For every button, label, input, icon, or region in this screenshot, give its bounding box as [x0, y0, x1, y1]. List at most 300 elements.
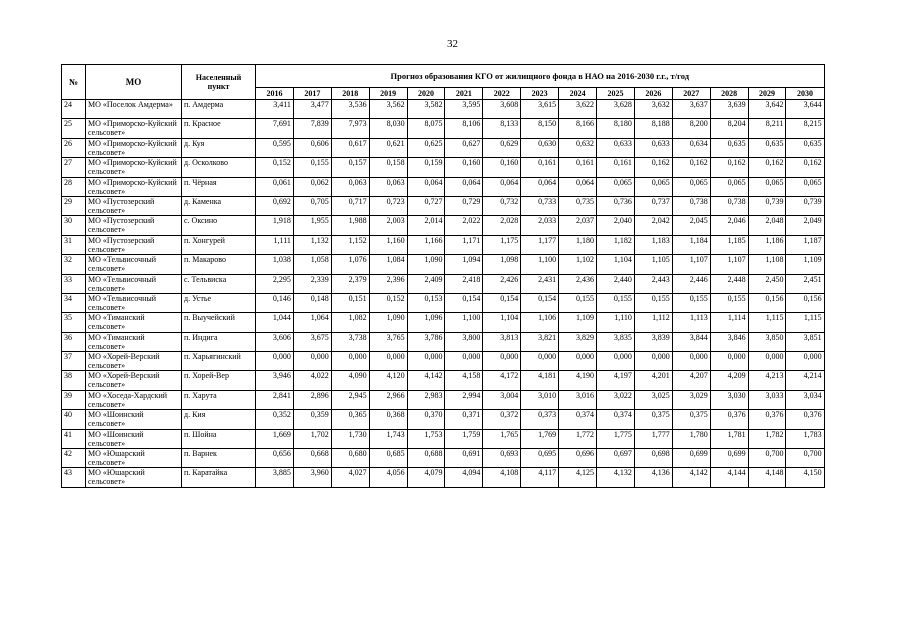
value-cell: 1,107	[672, 255, 710, 274]
value-cell: 0,063	[369, 177, 407, 196]
value-cell: 4,142	[672, 468, 710, 487]
value-cell: 1,988	[331, 216, 369, 235]
value-cell: 1,759	[445, 429, 483, 448]
value-cell: 0,627	[445, 138, 483, 157]
table-row	[62, 313, 825, 332]
value-cell: 8,200	[672, 119, 710, 138]
value-cell: 1,918	[256, 216, 294, 235]
value-cell: 0,156	[748, 293, 786, 312]
value-cell: 3,821	[521, 332, 559, 351]
value-cell: 3,644	[786, 100, 824, 119]
value-cell: 1,772	[559, 429, 597, 448]
value-cell: 3,675	[293, 332, 331, 351]
settlement-cell: п. Индига	[182, 332, 256, 351]
value-cell: 0,155	[293, 158, 331, 177]
value-cell: 4,132	[597, 468, 635, 487]
value-cell: 0,368	[369, 410, 407, 429]
value-cell: 0,156	[786, 293, 824, 312]
header-year-2024: 2024	[559, 88, 597, 100]
value-cell: 1,114	[710, 313, 748, 332]
value-cell: 3,960	[293, 468, 331, 487]
row-number: 31	[62, 235, 86, 254]
table-row	[62, 216, 825, 235]
value-cell: 0,656	[256, 449, 294, 468]
value-cell: 1,058	[293, 255, 331, 274]
settlement-cell: п. Варнек	[182, 449, 256, 468]
value-cell: 4,094	[445, 468, 483, 487]
value-cell: 0,155	[710, 293, 748, 312]
value-cell: 0,157	[331, 158, 369, 177]
value-cell: 2,966	[369, 390, 407, 409]
value-cell: 0,000	[634, 352, 672, 371]
value-cell: 4,190	[559, 371, 597, 390]
settlement-cell: д. Каменка	[182, 196, 256, 215]
value-cell: 3,642	[748, 100, 786, 119]
value-cell: 0,737	[634, 196, 672, 215]
municipality-cell: МО «Приморско-Куйский сельсовет»	[86, 119, 182, 138]
row-number: 29	[62, 196, 86, 215]
value-cell: 1,111	[256, 235, 294, 254]
value-cell: 1,115	[748, 313, 786, 332]
row-number: 30	[62, 216, 86, 235]
value-cell: 3,639	[710, 100, 748, 119]
value-cell: 4,207	[672, 371, 710, 390]
value-cell: 0,739	[786, 196, 824, 215]
value-cell: 1,090	[369, 313, 407, 332]
value-cell: 0,065	[786, 177, 824, 196]
value-cell: 3,786	[407, 332, 445, 351]
value-cell: 2,451	[786, 274, 824, 293]
value-cell: 0,161	[521, 158, 559, 177]
value-cell: 0,606	[293, 138, 331, 157]
row-number: 26	[62, 138, 86, 157]
table-row	[62, 177, 825, 196]
value-cell: 3,595	[445, 100, 483, 119]
value-cell: 4,201	[634, 371, 672, 390]
municipality-cell: МО «Хоседа-Хардский сельсовет»	[86, 390, 182, 409]
value-cell: 0,370	[407, 410, 445, 429]
header-year-2016: 2016	[256, 88, 294, 100]
header-year-2021: 2021	[445, 88, 483, 100]
table-row	[62, 371, 825, 390]
value-cell: 0,064	[483, 177, 521, 196]
value-cell: 1,180	[559, 235, 597, 254]
value-cell: 3,846	[710, 332, 748, 351]
value-cell: 1,100	[445, 313, 483, 332]
value-cell: 1,106	[521, 313, 559, 332]
value-cell: 8,180	[597, 119, 635, 138]
value-cell: 2,436	[559, 274, 597, 293]
header-year-2028: 2028	[710, 88, 748, 100]
value-cell: 2,450	[748, 274, 786, 293]
value-cell: 4,117	[521, 468, 559, 487]
value-cell: 0,632	[559, 138, 597, 157]
value-cell: 3,738	[331, 332, 369, 351]
value-cell: 1,109	[786, 255, 824, 274]
header-settlement: Населенный пункт	[182, 65, 256, 100]
value-cell: 0,699	[672, 449, 710, 468]
value-cell: 4,172	[483, 371, 521, 390]
value-cell: 2,040	[597, 216, 635, 235]
value-cell: 0,371	[445, 410, 483, 429]
value-cell: 3,034	[786, 390, 824, 409]
value-cell: 2,426	[483, 274, 521, 293]
value-cell: 0,064	[445, 177, 483, 196]
value-cell: 2,046	[710, 216, 748, 235]
value-cell: 0,735	[559, 196, 597, 215]
value-cell: 4,056	[369, 468, 407, 487]
settlement-cell: п. Харьягинский	[182, 352, 256, 371]
value-cell: 1,090	[407, 255, 445, 274]
value-cell: 0,146	[256, 293, 294, 312]
settlement-cell: п. Хонгурей	[182, 235, 256, 254]
value-cell: 0,372	[483, 410, 521, 429]
table-row	[62, 332, 825, 351]
value-cell: 4,108	[483, 468, 521, 487]
header-year-2030: 2030	[786, 88, 824, 100]
value-cell: 3,628	[597, 100, 635, 119]
table-row	[62, 293, 825, 312]
settlement-cell: п. Амдерма	[182, 100, 256, 119]
settlement-cell: п. Красное	[182, 119, 256, 138]
header-year-2025: 2025	[597, 88, 635, 100]
value-cell: 4,027	[331, 468, 369, 487]
table-row	[62, 255, 825, 274]
value-cell: 2,440	[597, 274, 635, 293]
value-cell: 3,477	[293, 100, 331, 119]
value-cell: 2,028	[483, 216, 521, 235]
value-cell: 0,152	[369, 293, 407, 312]
value-cell: 0,634	[672, 138, 710, 157]
value-cell: 1,183	[634, 235, 672, 254]
value-cell: 1,702	[293, 429, 331, 448]
value-cell: 0,693	[483, 449, 521, 468]
municipality-cell: МО «Юшарский сельсовет»	[86, 468, 182, 487]
value-cell: 0,617	[331, 138, 369, 157]
value-cell: 1,777	[634, 429, 672, 448]
value-cell: 1,102	[559, 255, 597, 274]
header-year-2023: 2023	[521, 88, 559, 100]
value-cell: 0,691	[445, 449, 483, 468]
row-number: 42	[62, 449, 86, 468]
value-cell: 3,033	[748, 390, 786, 409]
municipality-cell: МО «Шоинский сельсовет»	[86, 410, 182, 429]
value-cell: 0,635	[748, 138, 786, 157]
value-cell: 1,955	[293, 216, 331, 235]
value-cell: 0,000	[256, 352, 294, 371]
value-cell: 1,082	[331, 313, 369, 332]
value-cell: 0,732	[483, 196, 521, 215]
value-cell: 4,120	[369, 371, 407, 390]
value-cell: 0,000	[672, 352, 710, 371]
value-cell: 0,352	[256, 410, 294, 429]
value-cell: 0,161	[597, 158, 635, 177]
value-cell: 1,132	[293, 235, 331, 254]
value-cell: 3,946	[256, 371, 294, 390]
value-cell: 1,765	[483, 429, 521, 448]
value-cell: 1,781	[710, 429, 748, 448]
value-cell: 3,562	[369, 100, 407, 119]
municipality-cell: МО «Поселок Амдерма»	[86, 100, 182, 119]
value-cell: 0,000	[407, 352, 445, 371]
value-cell: 1,769	[521, 429, 559, 448]
value-cell: 0,635	[710, 138, 748, 157]
value-cell: 8,133	[483, 119, 521, 138]
value-cell: 0,685	[369, 449, 407, 468]
value-cell: 2,443	[634, 274, 672, 293]
value-cell: 1,175	[483, 235, 521, 254]
value-cell: 8,215	[786, 119, 824, 138]
value-cell: 0,000	[331, 352, 369, 371]
header-year-2020: 2020	[407, 88, 445, 100]
municipality-cell: МО «Тиманский сельсовет»	[86, 332, 182, 351]
value-cell: 0,700	[786, 449, 824, 468]
municipality-cell: МО «Тельвисочный сельсовет»	[86, 274, 182, 293]
value-cell: 1,782	[748, 429, 786, 448]
value-cell: 1,096	[407, 313, 445, 332]
value-cell: 0,000	[483, 352, 521, 371]
row-number: 34	[62, 293, 86, 312]
value-cell: 1,044	[256, 313, 294, 332]
value-cell: 0,633	[597, 138, 635, 157]
value-cell: 0,160	[445, 158, 483, 177]
settlement-cell: п. Макарово	[182, 255, 256, 274]
value-cell: 2,022	[445, 216, 483, 235]
value-cell: 4,079	[407, 468, 445, 487]
municipality-cell: МО «Приморско-Куйский сельсовет»	[86, 158, 182, 177]
value-cell: 0,062	[293, 177, 331, 196]
settlement-cell: с. Оксино	[182, 216, 256, 235]
value-cell: 0,376	[786, 410, 824, 429]
value-cell: 8,030	[369, 119, 407, 138]
value-cell: 0,160	[483, 158, 521, 177]
table-row	[62, 352, 825, 371]
settlement-cell: п. Шойна	[182, 429, 256, 448]
municipality-cell: МО «Приморско-Куйский сельсовет»	[86, 138, 182, 157]
header-year-2018: 2018	[331, 88, 369, 100]
value-cell: 4,136	[634, 468, 672, 487]
row-number: 24	[62, 100, 86, 119]
value-cell: 1,182	[597, 235, 635, 254]
municipality-cell: МО «Тиманский сельсовет»	[86, 313, 182, 332]
settlement-cell: п. Чёрная	[182, 177, 256, 196]
value-cell: 3,004	[483, 390, 521, 409]
value-cell: 1,038	[256, 255, 294, 274]
value-cell: 0,635	[786, 138, 824, 157]
value-cell: 1,775	[597, 429, 635, 448]
value-cell: 1,064	[293, 313, 331, 332]
value-cell: 2,983	[407, 390, 445, 409]
value-cell: 3,025	[634, 390, 672, 409]
value-cell: 3,536	[331, 100, 369, 119]
value-cell: 1,108	[748, 255, 786, 274]
value-cell: 0,162	[672, 158, 710, 177]
value-cell: 0,374	[597, 410, 635, 429]
municipality-cell: МО «Пустозерский сельсовет»	[86, 196, 182, 215]
value-cell: 2,045	[672, 216, 710, 235]
value-cell: 1,094	[445, 255, 483, 274]
value-cell: 1,115	[786, 313, 824, 332]
value-cell: 1,730	[331, 429, 369, 448]
value-cell: 0,700	[748, 449, 786, 468]
value-cell: 1,112	[634, 313, 672, 332]
value-cell: 0,633	[634, 138, 672, 157]
value-cell: 4,181	[521, 371, 559, 390]
table-row	[62, 138, 825, 157]
value-cell: 0,621	[369, 138, 407, 157]
value-cell: 3,582	[407, 100, 445, 119]
settlement-cell: д. Устье	[182, 293, 256, 312]
settlement-cell: п. Хорей-Вер	[182, 371, 256, 390]
value-cell: 0,699	[710, 449, 748, 468]
value-cell: 1,669	[256, 429, 294, 448]
header-number: №	[62, 65, 86, 100]
value-cell: 7,839	[293, 119, 331, 138]
settlement-cell: д. Кия	[182, 410, 256, 429]
value-cell: 0,154	[445, 293, 483, 312]
table-row	[62, 158, 825, 177]
value-cell: 1,100	[521, 255, 559, 274]
row-number: 36	[62, 332, 86, 351]
value-cell: 4,213	[748, 371, 786, 390]
table-row	[62, 429, 825, 448]
row-number: 41	[62, 429, 86, 448]
value-cell: 0,680	[331, 449, 369, 468]
value-cell: 0,733	[521, 196, 559, 215]
value-cell: 1,166	[407, 235, 445, 254]
value-cell: 0,374	[559, 410, 597, 429]
value-cell: 0,000	[521, 352, 559, 371]
value-cell: 0,738	[672, 196, 710, 215]
value-cell: 1,107	[710, 255, 748, 274]
settlement-cell: п. Каратайка	[182, 468, 256, 487]
value-cell: 8,211	[748, 119, 786, 138]
value-cell: 0,000	[369, 352, 407, 371]
value-cell: 0,155	[634, 293, 672, 312]
header-municipality: МО	[86, 65, 182, 100]
municipality-cell: МО «Шоинский сельсовет»	[86, 429, 182, 448]
header-year-2019: 2019	[369, 88, 407, 100]
value-cell: 2,379	[331, 274, 369, 293]
value-cell: 0,723	[369, 196, 407, 215]
value-cell: 8,075	[407, 119, 445, 138]
value-cell: 8,150	[521, 119, 559, 138]
value-cell: 3,030	[710, 390, 748, 409]
row-number: 27	[62, 158, 86, 177]
value-cell: 0,063	[331, 177, 369, 196]
value-cell: 0,152	[256, 158, 294, 177]
value-cell: 0,000	[293, 352, 331, 371]
value-cell: 0,359	[293, 410, 331, 429]
row-number: 40	[62, 410, 86, 429]
value-cell: 1,104	[597, 255, 635, 274]
value-cell: 0,688	[407, 449, 445, 468]
value-cell: 1,171	[445, 235, 483, 254]
page-number: 32	[447, 38, 458, 50]
value-cell: 0,064	[407, 177, 445, 196]
value-cell: 0,162	[748, 158, 786, 177]
value-cell: 2,049	[786, 216, 824, 235]
row-number: 25	[62, 119, 86, 138]
value-cell: 8,204	[710, 119, 748, 138]
value-cell: 4,197	[597, 371, 635, 390]
value-cell: 1,160	[369, 235, 407, 254]
value-cell: 2,446	[672, 274, 710, 293]
row-number: 28	[62, 177, 86, 196]
value-cell: 0,000	[597, 352, 635, 371]
municipality-cell: МО «Хорей-Верский сельсовет»	[86, 371, 182, 390]
value-cell: 0,065	[672, 177, 710, 196]
value-cell: 0,668	[293, 449, 331, 468]
value-cell: 2,295	[256, 274, 294, 293]
value-cell: 0,727	[407, 196, 445, 215]
table-row	[62, 468, 825, 487]
value-cell: 3,606	[256, 332, 294, 351]
value-cell: 1,076	[331, 255, 369, 274]
table-body	[62, 100, 825, 488]
value-cell: 1,113	[672, 313, 710, 332]
value-cell: 0,376	[710, 410, 748, 429]
value-cell: 0,155	[597, 293, 635, 312]
header-forecast-title: Прогноз образования КГО от жилищного фонда в НАО на 2016-2030 г.г., т/год	[256, 65, 825, 88]
value-cell: 0,158	[369, 158, 407, 177]
value-cell: 0,365	[331, 410, 369, 429]
municipality-cell: МО «Пустозерский сельсовет»	[86, 216, 182, 235]
header-year-2027: 2027	[672, 88, 710, 100]
value-cell: 0,736	[597, 196, 635, 215]
value-cell: 0,692	[256, 196, 294, 215]
settlement-cell: д. Куя	[182, 138, 256, 157]
value-cell: 1,743	[369, 429, 407, 448]
value-cell: 0,061	[256, 177, 294, 196]
value-cell: 3,637	[672, 100, 710, 119]
value-cell: 8,166	[559, 119, 597, 138]
value-cell: 0,739	[748, 196, 786, 215]
value-cell: 0,375	[634, 410, 672, 429]
value-cell: 0,154	[483, 293, 521, 312]
municipality-cell: МО «Хорей-Верский сельсовет»	[86, 352, 182, 371]
value-cell: 0,697	[597, 449, 635, 468]
value-cell: 0,065	[748, 177, 786, 196]
settlement-cell: с. Тельвиска	[182, 274, 256, 293]
value-cell: 2,418	[445, 274, 483, 293]
value-cell: 0,153	[407, 293, 445, 312]
value-cell: 2,448	[710, 274, 748, 293]
value-cell: 1,187	[786, 235, 824, 254]
municipality-cell: МО «Тельвисочный сельсовет»	[86, 255, 182, 274]
value-cell: 4,158	[445, 371, 483, 390]
value-cell: 0,151	[331, 293, 369, 312]
value-cell: 0,154	[521, 293, 559, 312]
value-cell: 3,608	[483, 100, 521, 119]
value-cell: 3,800	[445, 332, 483, 351]
table-row	[62, 100, 825, 119]
row-number: 33	[62, 274, 86, 293]
table-header	[62, 65, 825, 100]
table-row	[62, 196, 825, 215]
value-cell: 0,148	[293, 293, 331, 312]
table-row	[62, 235, 825, 254]
row-number: 38	[62, 371, 86, 390]
settlement-cell: п. Харута	[182, 390, 256, 409]
value-cell: 7,691	[256, 119, 294, 138]
row-number: 35	[62, 313, 86, 332]
header-year-2029: 2029	[748, 88, 786, 100]
value-cell: 4,142	[407, 371, 445, 390]
value-cell: 1,109	[559, 313, 597, 332]
value-cell: 1,110	[597, 313, 635, 332]
value-cell: 0,161	[559, 158, 597, 177]
